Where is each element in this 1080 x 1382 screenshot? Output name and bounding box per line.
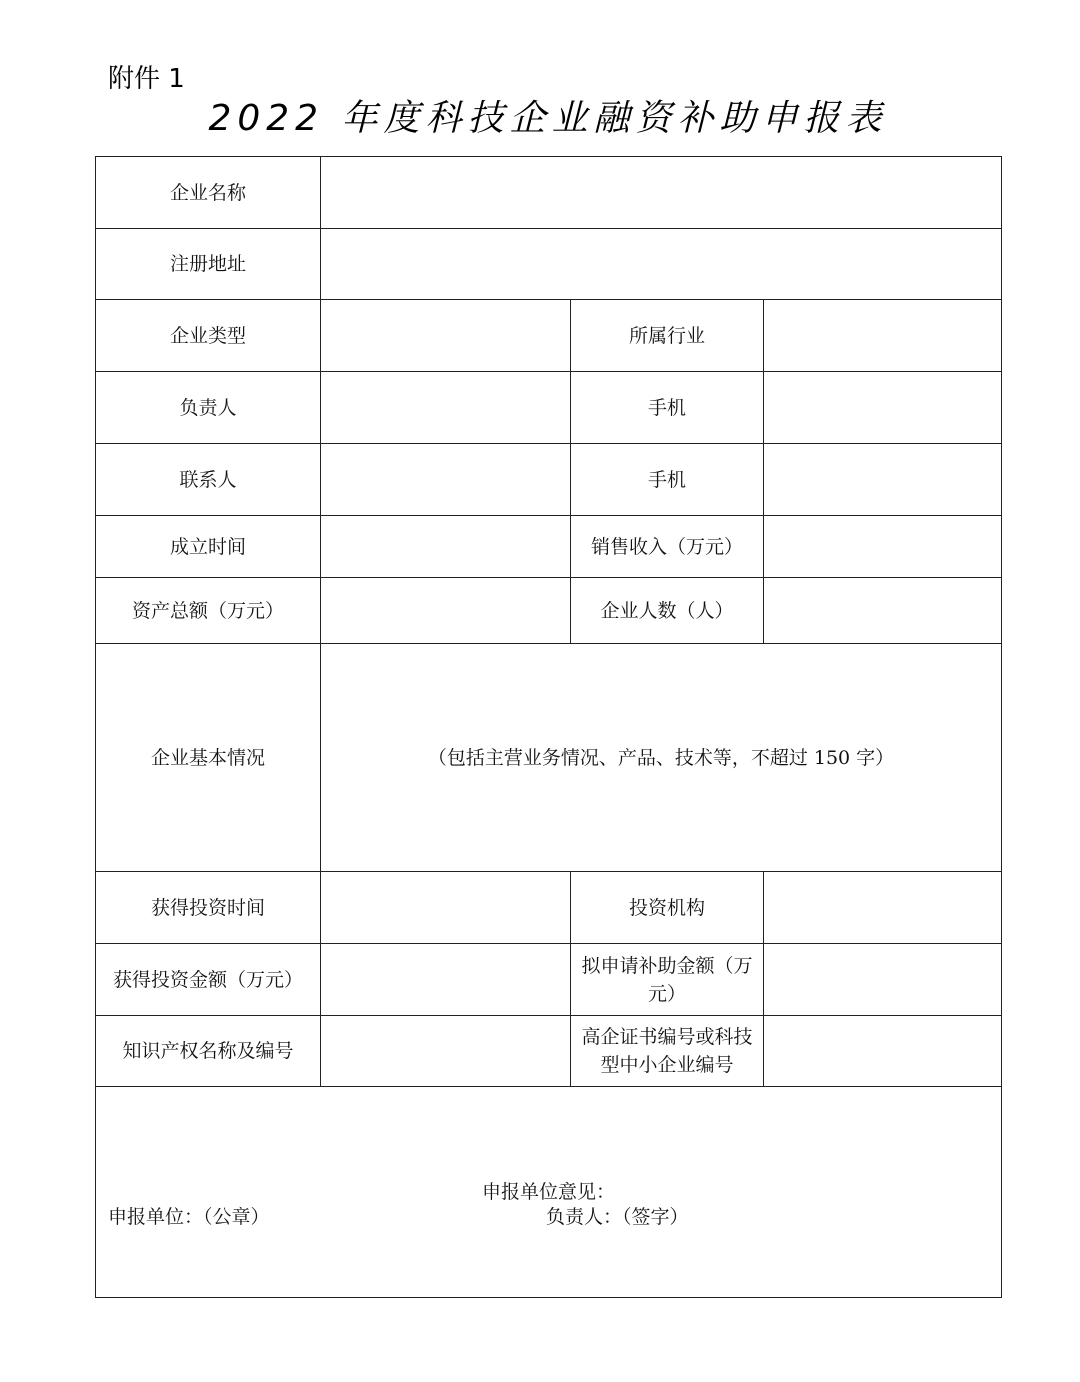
label-sales-revenue: 销售收入（万元）: [571, 516, 764, 578]
row-contact-person: [96, 444, 1002, 516]
label-established-time: 成立时间: [96, 516, 321, 578]
row-total-assets: [96, 578, 1002, 644]
label-investment-institution: 投资机构: [571, 872, 764, 944]
input-registered-address[interactable]: [321, 229, 1002, 300]
input-established-time[interactable]: [321, 516, 571, 578]
input-company-type[interactable]: [321, 300, 571, 372]
basic-info-note: （包括主营业务情况、产品、技术等，不超过 150 字）: [427, 746, 895, 769]
label-contact-person: 联系人: [96, 444, 321, 516]
label-industry: 所属行业: [571, 300, 764, 372]
opinion-cell[interactable]: [96, 1087, 1002, 1298]
input-contact-person[interactable]: [321, 444, 571, 516]
input-person-in-charge[interactable]: [321, 372, 571, 444]
label-certificate-number: 高企证书编号或科技型中小企业编号: [571, 1016, 764, 1087]
label-company-type: 企业类型: [96, 300, 321, 372]
row-company-name: [96, 157, 1002, 229]
input-certificate-number[interactable]: [764, 1016, 1002, 1087]
label-person-in-charge: 负责人: [96, 372, 321, 444]
form-title: 2022 年度科技企业融资补助申报表: [208, 98, 888, 139]
row-established-time: [96, 516, 1002, 578]
input-mobile-1[interactable]: [764, 372, 1002, 444]
input-mobile-2[interactable]: [764, 444, 1002, 516]
row-investment-amount: [96, 944, 1002, 1016]
label-employee-count: 企业人数（人）: [571, 578, 764, 644]
input-basic-info[interactable]: [321, 644, 1002, 872]
input-investment-institution[interactable]: [764, 872, 1002, 944]
label-ip-name-number: 知识产权名称及编号: [96, 1016, 321, 1087]
row-person-in-charge: [96, 372, 1002, 444]
input-total-assets[interactable]: [321, 578, 571, 644]
label-mobile-1: 手机: [571, 372, 764, 444]
label-investment-time: 获得投资时间: [96, 872, 321, 944]
row-ip: [96, 1016, 1002, 1087]
row-basic-info: [96, 644, 1002, 872]
unit-seal-label: 申报单位：（公章）: [108, 1206, 270, 1228]
opinion-label: 申报单位意见：: [482, 1181, 616, 1203]
label-basic-info: 企业基本情况: [96, 644, 321, 872]
label-investment-amount: 获得投资金额（万元）: [96, 944, 321, 1016]
label-registered-address: 注册地址: [96, 229, 321, 300]
row-registered-address: [96, 229, 1002, 300]
input-subsidy-amount[interactable]: [764, 944, 1002, 1016]
signature-label: 负责人：（签字）: [546, 1206, 689, 1228]
input-company-name[interactable]: [321, 157, 1002, 229]
attachment-label: 附件 1: [108, 64, 185, 94]
row-opinion: [96, 1087, 1002, 1298]
row-investment-time: [96, 872, 1002, 944]
input-investment-amount[interactable]: [321, 944, 571, 1016]
input-sales-revenue[interactable]: [764, 516, 1002, 578]
input-industry[interactable]: [764, 300, 1002, 372]
label-company-name: 企业名称: [96, 157, 321, 229]
row-company-type: [96, 300, 1002, 372]
label-mobile-2: 手机: [571, 444, 764, 516]
application-form-table: [95, 156, 1002, 1298]
label-subsidy-amount: 拟申请补助金额（万元）: [571, 944, 764, 1016]
input-employee-count[interactable]: [764, 578, 1002, 644]
input-investment-time[interactable]: [321, 872, 571, 944]
label-total-assets: 资产总额（万元）: [96, 578, 321, 644]
input-ip-name-number[interactable]: [321, 1016, 571, 1087]
